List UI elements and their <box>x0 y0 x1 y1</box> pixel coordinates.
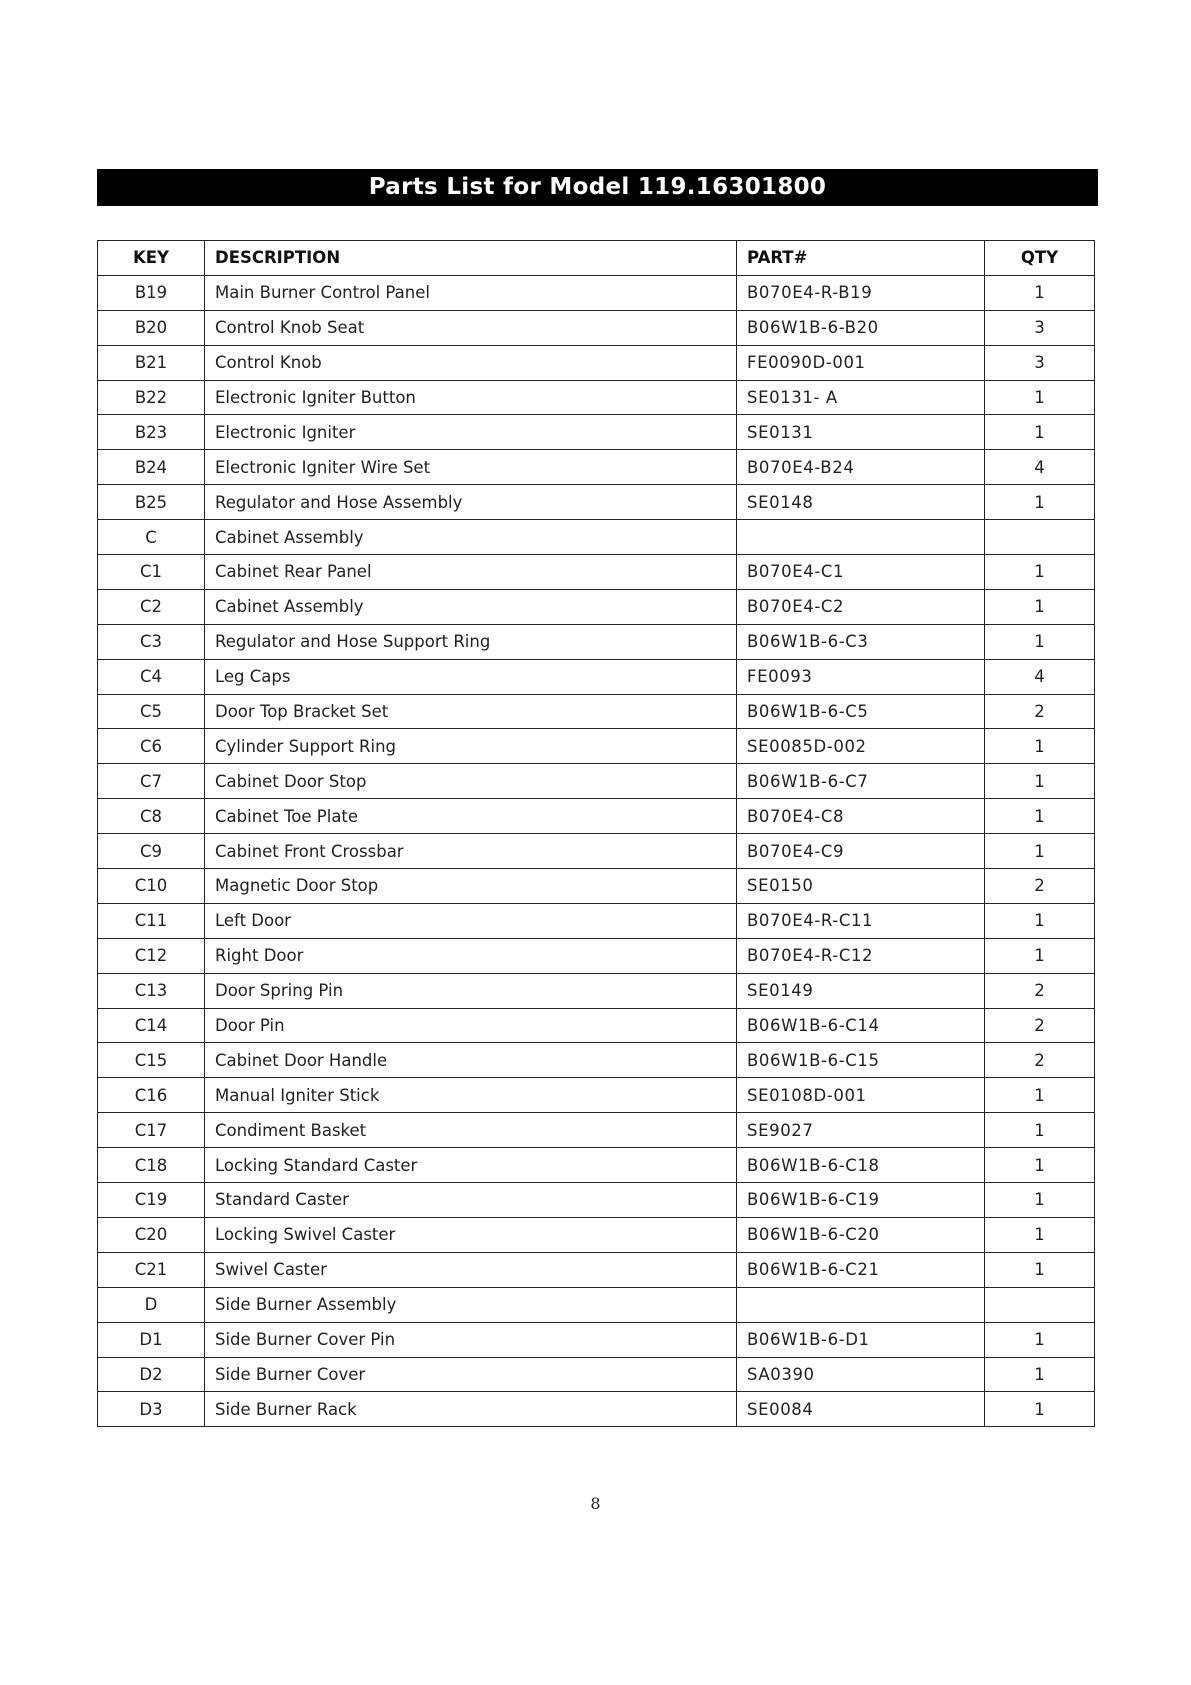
cell-qty: 1 <box>985 589 1095 624</box>
table-row <box>98 520 1095 555</box>
table-row <box>98 764 1095 799</box>
cell-key: B21 <box>98 345 205 380</box>
cell-part-number: B06W1B-6-C19 <box>737 1183 985 1218</box>
cell-key: B19 <box>98 275 205 310</box>
cell-qty: 1 <box>985 799 1095 834</box>
table-row <box>98 345 1095 380</box>
table-row <box>98 799 1095 834</box>
cell-part-number: B070E4-B24 <box>737 450 985 485</box>
cell-qty <box>985 1287 1095 1322</box>
cell-description: Electronic Igniter <box>205 415 737 450</box>
cell-qty: 1 <box>985 1252 1095 1287</box>
table-row <box>98 1148 1095 1183</box>
cell-description: Side Burner Assembly <box>205 1287 737 1322</box>
cell-qty: 1 <box>985 834 1095 869</box>
cell-description: Cabinet Front Crossbar <box>205 834 737 869</box>
cell-part-number: SE0131 <box>737 415 985 450</box>
cell-part-number: B070E4-C8 <box>737 799 985 834</box>
cell-key: C6 <box>98 729 205 764</box>
cell-part-number: SE0149 <box>737 973 985 1008</box>
cell-description: Locking Swivel Caster <box>205 1217 737 1252</box>
cell-key: B25 <box>98 485 205 520</box>
cell-description: Door Pin <box>205 1008 737 1043</box>
table-row <box>98 1217 1095 1252</box>
table-row <box>98 659 1095 694</box>
cell-qty: 1 <box>985 1183 1095 1218</box>
table-row <box>98 834 1095 869</box>
table-row <box>98 415 1095 450</box>
cell-key: D1 <box>98 1322 205 1357</box>
table-row <box>98 1183 1095 1218</box>
cell-qty: 4 <box>985 659 1095 694</box>
cell-qty: 1 <box>985 1113 1095 1148</box>
cell-part-number: FE0090D-001 <box>737 345 985 380</box>
cell-description: Side Burner Cover Pin <box>205 1322 737 1357</box>
cell-key: C10 <box>98 869 205 904</box>
cell-key: C7 <box>98 764 205 799</box>
cell-key: D <box>98 1287 205 1322</box>
cell-part-number: B06W1B-6-C7 <box>737 764 985 799</box>
parts-table <box>97 240 1095 1427</box>
table-row <box>98 275 1095 310</box>
cell-description: Condiment Basket <box>205 1113 737 1148</box>
cell-key: C20 <box>98 1217 205 1252</box>
cell-part-number: B070E4-R-B19 <box>737 275 985 310</box>
table-row <box>98 1043 1095 1078</box>
cell-qty: 4 <box>985 450 1095 485</box>
page-title: Parts List for Model 119.16301800 <box>97 169 1098 206</box>
cell-description: Standard Caster <box>205 1183 737 1218</box>
cell-part-number: SE0131- A <box>737 380 985 415</box>
cell-key: B22 <box>98 380 205 415</box>
cell-part-number: B070E4-R-C11 <box>737 903 985 938</box>
cell-part-number: SE0084 <box>737 1392 985 1427</box>
table-row <box>98 1008 1095 1043</box>
cell-description: Cabinet Assembly <box>205 589 737 624</box>
table-row <box>98 1392 1095 1427</box>
cell-key: C8 <box>98 799 205 834</box>
cell-qty: 1 <box>985 1357 1095 1392</box>
table-row <box>98 589 1095 624</box>
cell-description: Control Knob <box>205 345 737 380</box>
cell-key: C21 <box>98 1252 205 1287</box>
header-qty: QTY <box>985 241 1095 276</box>
cell-qty: 1 <box>985 1078 1095 1113</box>
table-row <box>98 1357 1095 1392</box>
cell-qty: 1 <box>985 938 1095 973</box>
table-row <box>98 380 1095 415</box>
cell-key: D2 <box>98 1357 205 1392</box>
cell-key: C14 <box>98 1008 205 1043</box>
table-row <box>98 450 1095 485</box>
cell-description: Cabinet Assembly <box>205 520 737 555</box>
cell-qty: 1 <box>985 380 1095 415</box>
header-key: KEY <box>98 241 205 276</box>
cell-description: Cylinder Support Ring <box>205 729 737 764</box>
cell-description: Side Burner Rack <box>205 1392 737 1427</box>
table-row <box>98 1113 1095 1148</box>
cell-qty: 2 <box>985 1043 1095 1078</box>
header-part-number: PART# <box>737 241 985 276</box>
table-row <box>98 729 1095 764</box>
cell-key: C15 <box>98 1043 205 1078</box>
cell-description: Door Spring Pin <box>205 973 737 1008</box>
cell-key: C9 <box>98 834 205 869</box>
cell-description: Locking Standard Caster <box>205 1148 737 1183</box>
header-description: DESCRIPTION <box>205 241 737 276</box>
cell-part-number: B06W1B-6-B20 <box>737 310 985 345</box>
cell-part-number: B070E4-C2 <box>737 589 985 624</box>
cell-part-number: B06W1B-6-C18 <box>737 1148 985 1183</box>
cell-description: Electronic Igniter Button <box>205 380 737 415</box>
table-row <box>98 1252 1095 1287</box>
cell-part-number <box>737 520 985 555</box>
cell-key: C3 <box>98 624 205 659</box>
cell-part-number: B06W1B-6-C21 <box>737 1252 985 1287</box>
table-row <box>98 1322 1095 1357</box>
cell-qty: 2 <box>985 973 1095 1008</box>
cell-description: Right Door <box>205 938 737 973</box>
cell-key: C5 <box>98 694 205 729</box>
cell-key: B24 <box>98 450 205 485</box>
cell-qty: 1 <box>985 729 1095 764</box>
table-body <box>98 275 1095 1426</box>
cell-qty: 2 <box>985 1008 1095 1043</box>
cell-part-number: B06W1B-6-D1 <box>737 1322 985 1357</box>
cell-part-number: B070E4-C9 <box>737 834 985 869</box>
cell-description: Regulator and Hose Support Ring <box>205 624 737 659</box>
cell-description: Manual Igniter Stick <box>205 1078 737 1113</box>
cell-description: Cabinet Door Stop <box>205 764 737 799</box>
cell-qty: 1 <box>985 624 1095 659</box>
cell-description: Cabinet Toe Plate <box>205 799 737 834</box>
cell-description: Side Burner Cover <box>205 1357 737 1392</box>
cell-qty: 1 <box>985 415 1095 450</box>
cell-qty: 2 <box>985 694 1095 729</box>
cell-key: C <box>98 520 205 555</box>
cell-part-number: B06W1B-6-C15 <box>737 1043 985 1078</box>
cell-part-number: SE9027 <box>737 1113 985 1148</box>
cell-part-number: B06W1B-6-C14 <box>737 1008 985 1043</box>
cell-part-number: B070E4-C1 <box>737 555 985 590</box>
cell-key: C2 <box>98 589 205 624</box>
cell-part-number: B070E4-R-C12 <box>737 938 985 973</box>
table-row <box>98 310 1095 345</box>
cell-part-number: B06W1B-6-C3 <box>737 624 985 659</box>
table-row <box>98 1078 1095 1113</box>
cell-qty: 3 <box>985 310 1095 345</box>
cell-part-number: SA0390 <box>737 1357 985 1392</box>
table-row <box>98 555 1095 590</box>
cell-part-number: FE0093 <box>737 659 985 694</box>
cell-qty: 1 <box>985 903 1095 938</box>
cell-description: Leg Caps <box>205 659 737 694</box>
table-row <box>98 869 1095 904</box>
cell-description: Swivel Caster <box>205 1252 737 1287</box>
cell-key: B20 <box>98 310 205 345</box>
cell-part-number <box>737 1287 985 1322</box>
cell-description: Magnetic Door Stop <box>205 869 737 904</box>
cell-qty: 1 <box>985 275 1095 310</box>
cell-part-number: SE0148 <box>737 485 985 520</box>
cell-description: Door Top Bracket Set <box>205 694 737 729</box>
cell-description: Cabinet Rear Panel <box>205 555 737 590</box>
cell-qty: 1 <box>985 764 1095 799</box>
cell-key: C12 <box>98 938 205 973</box>
cell-description: Electronic Igniter Wire Set <box>205 450 737 485</box>
cell-key: C4 <box>98 659 205 694</box>
cell-key: D3 <box>98 1392 205 1427</box>
cell-qty: 2 <box>985 869 1095 904</box>
cell-key: C19 <box>98 1183 205 1218</box>
table-row <box>98 694 1095 729</box>
cell-qty: 1 <box>985 1148 1095 1183</box>
table-row <box>98 938 1095 973</box>
cell-key: C11 <box>98 903 205 938</box>
cell-key: C18 <box>98 1148 205 1183</box>
cell-qty: 1 <box>985 555 1095 590</box>
cell-description: Regulator and Hose Assembly <box>205 485 737 520</box>
cell-part-number: B06W1B-6-C20 <box>737 1217 985 1252</box>
cell-qty: 3 <box>985 345 1095 380</box>
cell-part-number: SE0150 <box>737 869 985 904</box>
table-row <box>98 973 1095 1008</box>
cell-key: C16 <box>98 1078 205 1113</box>
cell-qty <box>985 520 1095 555</box>
cell-key: B23 <box>98 415 205 450</box>
cell-qty: 1 <box>985 1322 1095 1357</box>
cell-key: C13 <box>98 973 205 1008</box>
table-header-row <box>98 241 1095 276</box>
cell-part-number: SE0085D-002 <box>737 729 985 764</box>
table-row <box>98 903 1095 938</box>
table-row <box>98 1287 1095 1322</box>
page-number: 8 <box>590 1494 601 1513</box>
cell-description: Main Burner Control Panel <box>205 275 737 310</box>
cell-key: C1 <box>98 555 205 590</box>
table-row <box>98 485 1095 520</box>
cell-qty: 1 <box>985 1392 1095 1427</box>
cell-key: C17 <box>98 1113 205 1148</box>
cell-part-number: B06W1B-6-C5 <box>737 694 985 729</box>
cell-qty: 1 <box>985 485 1095 520</box>
cell-description: Cabinet Door Handle <box>205 1043 737 1078</box>
table-row <box>98 624 1095 659</box>
cell-part-number: SE0108D-001 <box>737 1078 985 1113</box>
cell-qty: 1 <box>985 1217 1095 1252</box>
cell-description: Control Knob Seat <box>205 310 737 345</box>
cell-description: Left Door <box>205 903 737 938</box>
